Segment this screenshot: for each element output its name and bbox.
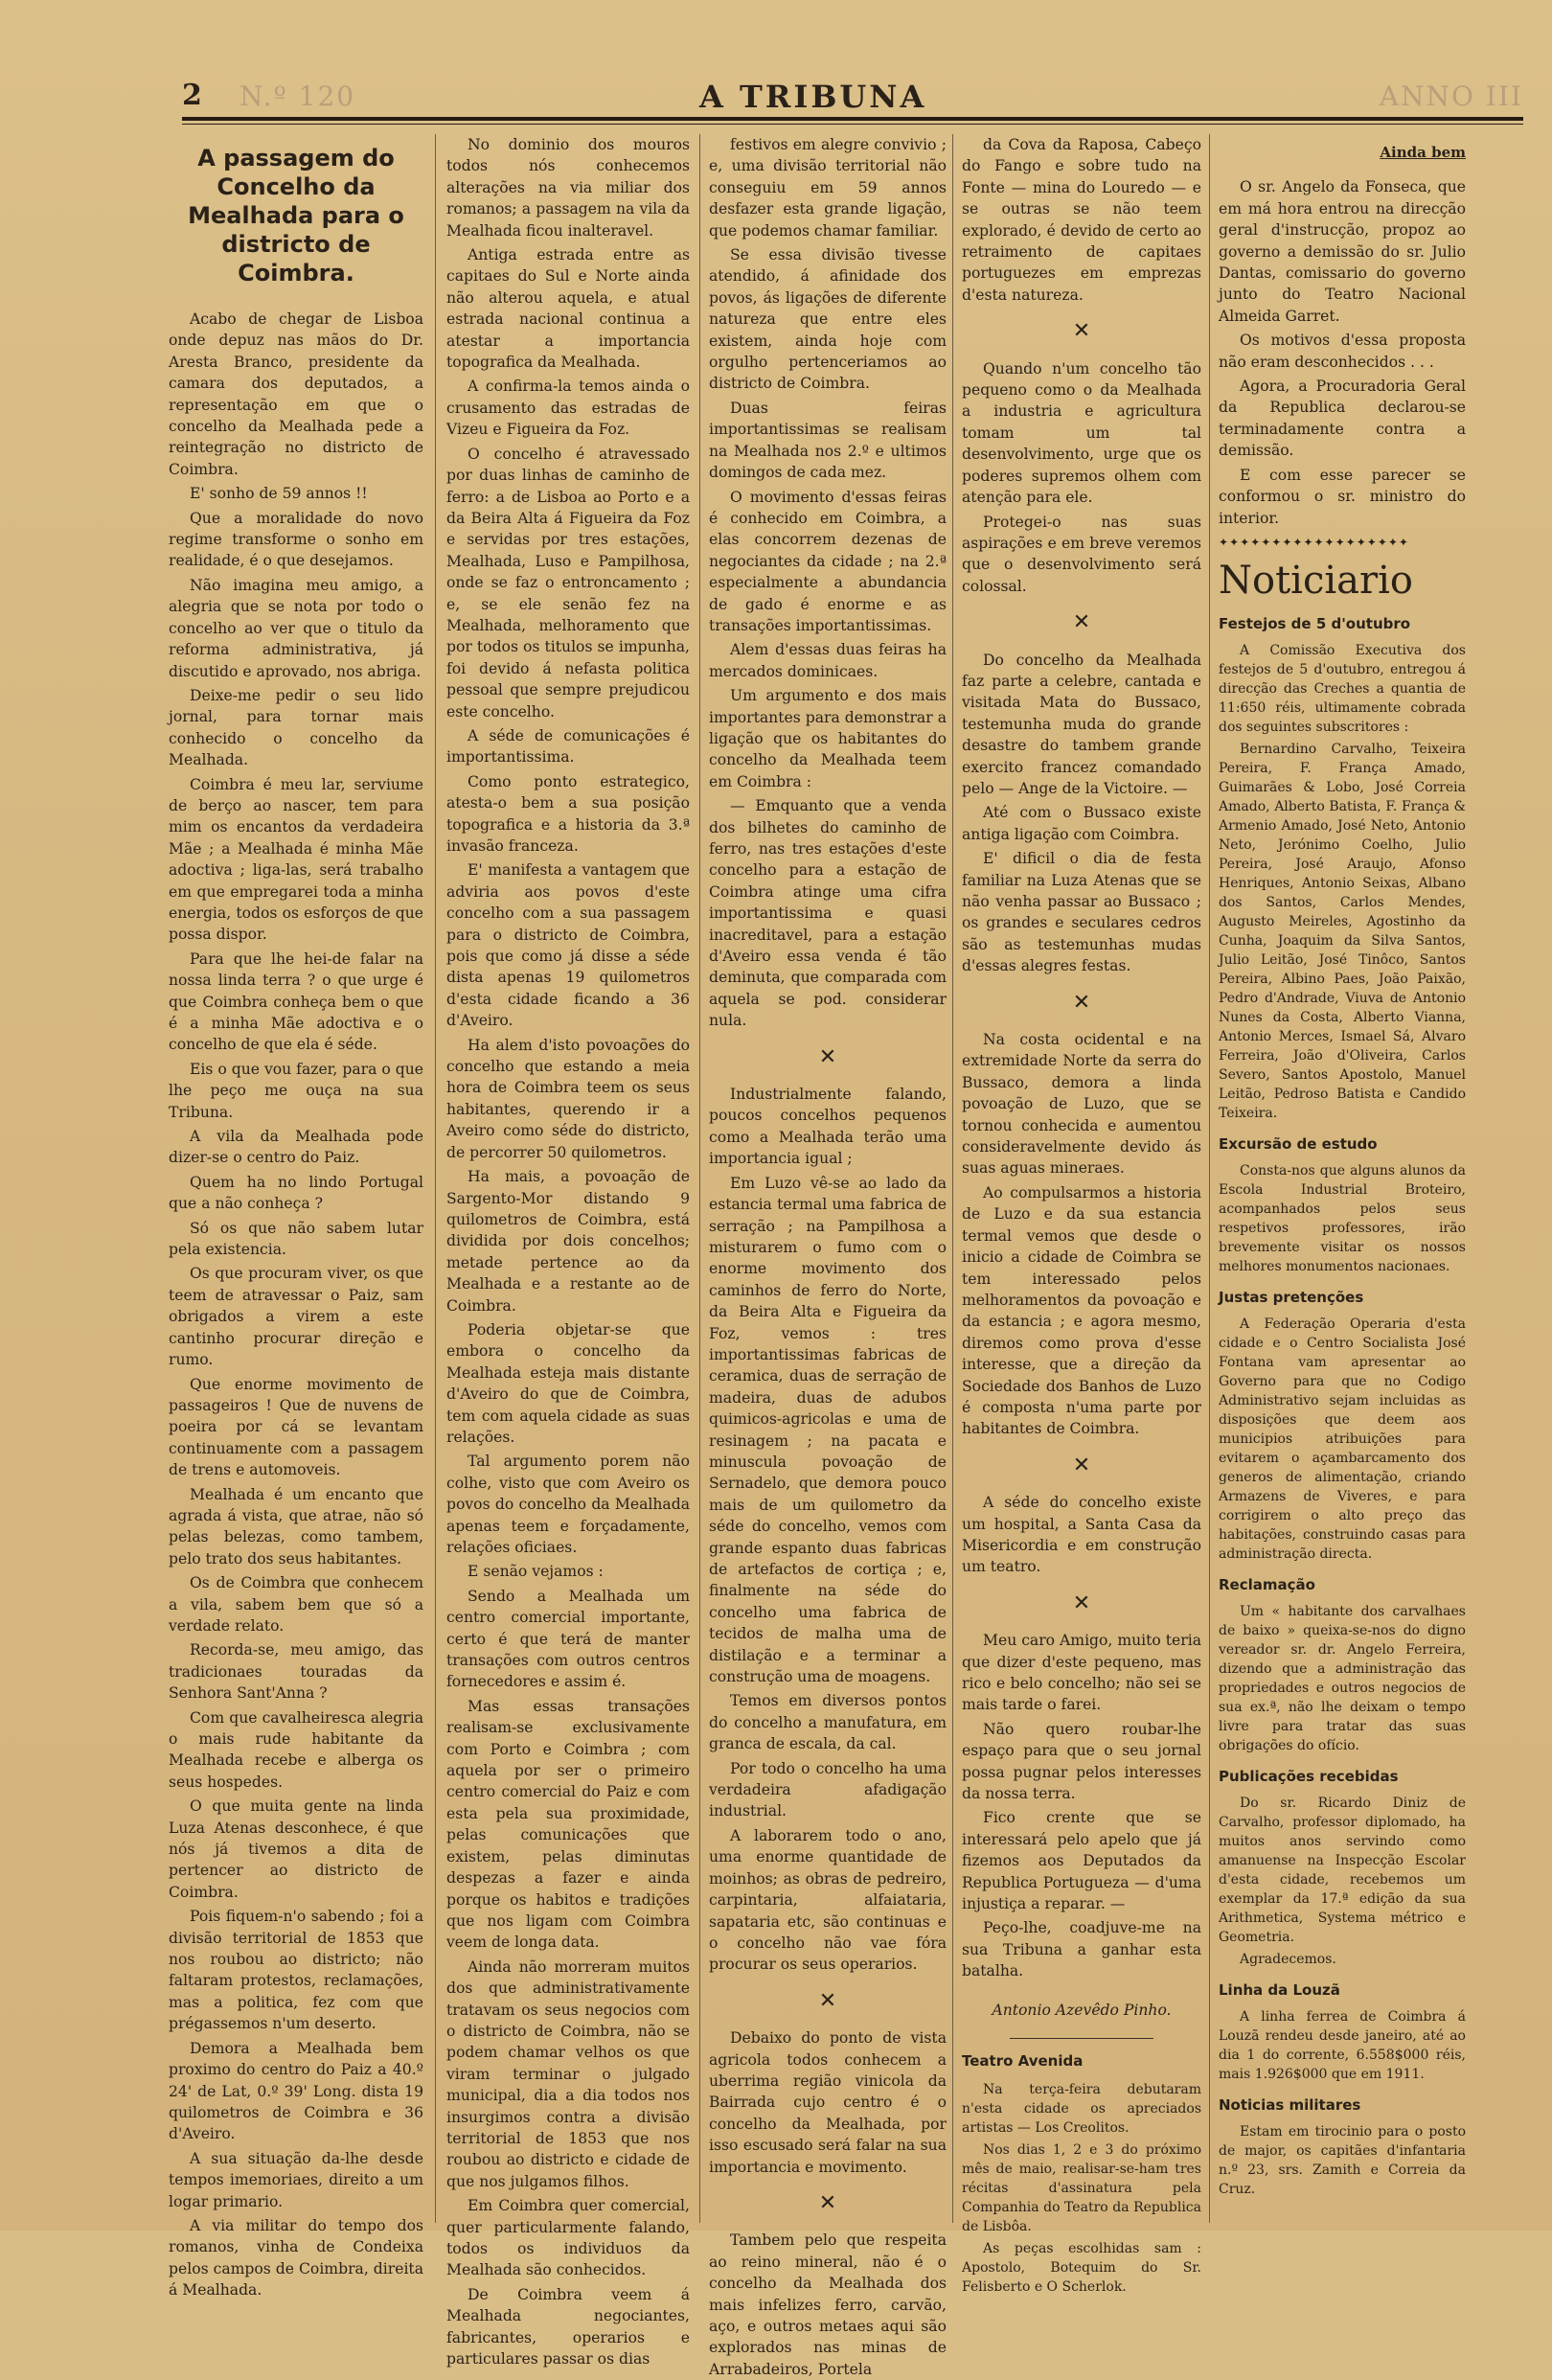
masthead-rule-thin — [182, 124, 1523, 125]
issue-number: N.º 120 — [240, 80, 356, 112]
paragraph: Que enorme movimento de passageiros ! Que de nuvens de poeira por cá se levantam continuamente com a passagem de trens e automoveis. — [169, 1375, 423, 1479]
column-divider — [435, 134, 436, 2223]
paragraph: A séde do concelho existe um hospital, a Santa Casa da Misericordia e em construção um teatro. — [962, 1494, 1201, 1576]
paragraph: Para que lhe hei-de falar na nossa linda terra ? o que urge é que Coimbra conheça bem o que é a minha Mãe adoctiva e o concelho de que ela é séde. — [169, 950, 423, 1054]
section-separator: ✕ — [1072, 1590, 1091, 1615]
paragraph: Mealhada é um encanto que agrada á vista, que atrae, não só pelas belezas, como tambem, pelo trato dos seus habitantes. — [169, 1485, 423, 1568]
page-number: 2 — [182, 79, 202, 112]
news-item-paragraph: Estam em tirocinio para o posto de major, os capitães d'infantaria n.º 23, srs. Zamith e Correia da Cruz. — [1219, 2124, 1466, 2198]
paragraph: Demora a Mealhada bem proximo do centro do Paiz a 40.º 24' de Lat, 0.º 39' Long. dista 19 quilometros de Coimbra e 36 d'Aveiro. — [169, 2039, 423, 2143]
paragraph: Industrialmente falando, poucos concelhos pequenos como a Mealhada terão uma importancia igual ; — [709, 1086, 947, 1168]
paragraph: Recorda-se, meu amigo, das tradicionaes touradas da Senhora Sant'Anna ? — [169, 1641, 423, 1703]
paragraph: De Coimbra veem á Mealhada negociantes, fabricantes, operarios e particulares passar os dias — [446, 2285, 690, 2369]
paragraph: Sendo a Mealhada um centro comercial importante, certo é que terá de manter transações com outros centros fornecedores e assim é. — [446, 1587, 690, 1691]
paragraph: da Cova da Raposa, Cabeço do Fango e sobre tudo na Fonte — mina do Louredo — e se outras se não teem explorado, é devido de certo ao retraimento de capitaes portuguezes em emprezas d'esta natureza. — [962, 136, 1201, 304]
section-separator: ✕ — [1072, 610, 1091, 635]
paragraph: Coimbra é meu lar, serviume de berço ao nascer, tem para mim os encantos da verdadeira Mãe ; a Mealhada é minha Mãe adoctiva ; liga-las, será trabalho em que empregarei toda a minha energia, todos os esforços de que possa dispor. — [169, 775, 423, 944]
column-divider — [699, 134, 700, 2223]
masthead — [182, 79, 1523, 113]
column-1 — [169, 134, 423, 2300]
paragraph: Como ponto estrategico, atesta-o bem a sua posição topografica e a historia da 3.ª invasão franceza. — [446, 772, 690, 855]
paragraph: festivos em alegre convivio ; e, uma divisão territorial não conseguiu em 59 annos desfazer esta grande ligação, que podemos chamar familiar. — [709, 136, 947, 240]
paragraph: Por todo o concelho ha uma verdadeira afadigação industrial. — [709, 1759, 947, 1820]
section-separator: ✕ — [818, 1044, 837, 1069]
paragraph: Eis o que vou fazer, para o que lhe peço me ouça na sua Tribuna. — [169, 1060, 423, 1121]
teatro-title: Teatro Avenida — [962, 2052, 1084, 2071]
section-separator: ✕ — [1072, 990, 1091, 1015]
column-divider — [952, 134, 953, 2223]
masthead-rule — [182, 117, 1523, 121]
paragraph: E' dificil o dia de festa familiar na Luza Atenas que se não venha passar ao Bussaco ; os grandes e seculares cedros são as testemunhas mudas d'essas alegres festas. — [962, 850, 1201, 975]
paragraph: A laborarem todo o ano, uma enorme quantidade de moinhos; as obras de pedreiro, carpintaria, alfaiataria, sapataria etc, são continuas e o concelho não vae fóra procurar os seus operarios. — [709, 1826, 947, 1974]
paragraph: Deixe-me pedir o seu lido jornal, para tornar mais conhecido o concelho da Mealhada. — [169, 686, 423, 769]
paragraph: Alem d'essas duas feiras ha mercados dominicaes. — [709, 641, 947, 680]
divider — [1010, 2038, 1153, 2039]
paragraph: Em Coimbra quer comercial, quer particularmente falando, todos os individuos da Mealhada são conhecidos. — [446, 2197, 690, 2279]
paragraph: Ao compulsarmos a historia de Luzo e da sua estancia termal vemos que desde o inicio a cidade de Coimbra se tem interessado pelos melhoramentos da povoação e da estancia ; e agora mesmo, diremos como prova d'esse interesse, que a direção da Sociedade dos Banhos de Luzo é composta n'uma parte por habitantes de Coimbra. — [962, 1183, 1201, 1438]
column-2 — [446, 134, 690, 2369]
kicker-label: Ainda bem — [1380, 144, 1466, 161]
paragraph: Não quero roubar-lhe espaço para que o seu jornal possa pugnar pelos interesses da nossa terra. — [962, 1720, 1201, 1803]
news-item-title: Justas pretenções — [1219, 1289, 1364, 1307]
paragraph: Ha mais, a povoação de Sargento-Mor distando 9 quilometros de Coimbra, está dividida por dois concelhos; metade pertence ao da Mealhada e a restante ao de Coimbra. — [446, 1168, 690, 1315]
paragraph: Temos em diversos pontos do concelho a manufatura, em granca de escala, da cal. — [709, 1692, 947, 1753]
paragraph: Não imagina meu amigo, a alegria que se nota por todo o concelho ao ver que o titulo da reforma administrativa, já discutido e aprovado, nos abriga. — [169, 576, 423, 680]
column-5 — [1219, 134, 1466, 2223]
paragraph: O movimento d'essas feiras é conhecido em Coimbra, a elas concorrem dezenas de negociantes da cidade ; na 2.ª especialmente a abundancia de gado é enorme e as transações importantissimas. — [709, 488, 947, 634]
news-item-paragraph: A linha ferrea de Coimbra á Louzã rendeu desde janeiro, até ao dia 1 do corrente, 6.558$000 réis, mais 1.926$000 que em 1911. — [1219, 2009, 1466, 2083]
paragraph: A séde de comunicações é importantissima. — [446, 726, 690, 767]
news-item-title: Excursão de estudo — [1219, 1135, 1378, 1154]
paragraph: O que muita gente na linda Luza Atenas desconhece, é que nós já tivemos a dita de pertencer ao districto de Coimbra. — [169, 1797, 423, 1901]
paragraph: Pois fiquem-n'o sabendo ; foi a divisão territorial de 1853 que nos roubou ao districto; não faltaram protestos, reclamações, mas a politica, fez com que prégassemos n'um deserto. — [169, 1908, 423, 2033]
paragraph: Os de Coimbra que conhecem a vila, sabem bem que só a verdade relato. — [169, 1574, 423, 1635]
news-item-title: Noticias militares — [1219, 2096, 1361, 2115]
section-separator: ✕ — [818, 2190, 837, 2215]
paragraph: E' sonho de 59 annos !! — [190, 485, 368, 503]
news-item-paragraph: Consta-nos que alguns alunos da Escola Industrial Broteiro, acompanhados pelos seus respetivos professores, irão brevemente visitar os nossos melhores monumentos nacionaes. — [1219, 1163, 1466, 1275]
paragraph: Nos dias 1, 2 e 3 do próximo mês de maio, realisar-se-ham tres récitas d'assinatura pela Companhia do Teatro da Republica de Lisbôa. — [962, 2141, 1201, 2234]
paragraph: A confirma-la temos ainda o crusamento das estradas de Vizeu e Figueira da Foz. — [446, 378, 690, 439]
paragraph: Até com o Bussaco existe antiga ligação com Coimbra. — [962, 804, 1201, 843]
paragraph: Antiga estrada entre as capitaes do Sul e Norte ainda não alterou aquela, e atual estrada nacional continua a atestar a importancia topografica da Mealhada. — [446, 246, 690, 372]
paragraph: Do concelho da Mealhada faz parte a celebre, cantada e visitada Mata do Bussaco, testemunha muda do grande desastre do tambem grande exercito francez comandado pelo — Ange de la Victoire. — — [962, 651, 1201, 797]
news-item-title: Linha da Louzã — [1219, 1981, 1340, 2000]
paragraph: Duas feiras importantissimas se realisam na Mealhada nos 2.º e ultimos domingos de cada mez. — [709, 399, 947, 482]
paragraph: Mas essas transações realisam-se exclusivamente com Porto e Coimbra ; com aquela por ser o primeiro centro comercial do Paiz e com esta pela sua proximidade, pelas comunicações que existem, pelas diminutas despezas a fazer e ainda porque os habitos e tradições que nos ligam com Coimbra veem de longa data. — [446, 1697, 690, 1952]
paragraph: Agora, a Procuradoria Geral da Republica declarou-se terminadamente contra a demissão. — [1219, 378, 1466, 460]
paragraph: Fico crente que se interessará pelo apelo que já fizemos aos Deputados da Republica Portugueza — d'uma injustiça a reparar. — — [962, 1809, 1201, 1913]
paragraph: Que a moralidade do novo regime transforme o sonho em realidade, é o que desejamos. — [169, 509, 423, 570]
news-item-title: Festejos de 5 d'outubro — [1219, 615, 1411, 633]
paragraph: Debaixo do ponto de vista agricola todos conhecem a uberrima região vinicola da Bairrada cujo centro é o concelho da Mealhada, por isso escusado será falar na sua importancia e movimento. — [709, 2029, 947, 2176]
paragraph: Na costa ocidental e na extremidade Norte da serra do Bussaco, demora a linda povoação de Luzo, que se tornou conhecida e aumentou consideravelmente devido ás suas aguas mineraes. — [962, 1031, 1201, 1178]
news-item-title: Reclamação — [1219, 1576, 1315, 1594]
paragraph: Só os que não sabem lutar pela existencia. — [169, 1219, 423, 1259]
paragraph: Protegei-o nas suas aspirações e em breve veremos que o desenvolvimento será colossal. — [962, 513, 1201, 595]
paragraph: Acabo de chegar de Lisboa onde depuz nas mãos do Dr. Aresta Branco, presidente da camara dos deputados, a representação em que o concelho da Mealhada pede a reintegração no districto de Coimbra. — [169, 310, 423, 478]
paragraph: Os que procuram viver, os que teem de atravessar o Paiz, sam obrigados a virem a este cantinho procurar direção e rumo. — [169, 1265, 423, 1369]
paragraph: Tambem pelo que respeita ao reino mineral, não é o concelho da Mealhada dos mais infelizes ferro, carvão, aço, e outros metaes aqui são explorados nas minas de Arrabadeiros, Portela — [709, 2231, 947, 2378]
news-item-title: Publicações recebidas — [1219, 1768, 1399, 1786]
column-4 — [962, 134, 1202, 2295]
paragraph: Tal argumento porem não colhe, visto que com Aveiro os povos do concelho da Mealhada apenas teem e forçadamente, relações oficiaes. — [446, 1453, 690, 1556]
news-item-paragraph: A Comissão Executiva dos festejos de 5 d'outubro, entregou á direcção das Creches a quantia de 11:650 réis, ultimamente cobrada dos seguintes subscritores : — [1219, 643, 1466, 736]
news-item-paragraph: Bernardino Carvalho, Teixeira Pereira, F. França Amado, Guimarães & Lobo, José Correia Amado, Alberto Batista, F. França & Armenio Amado, José Neto, Antonio Neto, Jerónimo Coelho, Julio Pereira, José Araujo, Afonso Henriques, Antonio Seixas, Albano dos Santos, Carlos Mendes, Augusto Meireles, Agostinho da Cunha, Joaquim da Silva Santos, Julio Leitão, José Tinôco, Santos Pereira, Albino Paes, João Paixão, Pedro d'Andrade, Viuva de Antonio Nunes da Costa, Alberto Vianna, Antonio Merces, Ismael Sá, Alvaro Ferreira, João d'Oliveira, Carlos Severo, Santos Apostolo, Manuel Leitão, Pedroso Batista e Candido Teixeira. — [1219, 742, 1466, 1122]
section-separator: ✕ — [1072, 319, 1091, 344]
paragraph: E com esse parecer se conformou o sr. ministro do interior. — [1219, 466, 1466, 527]
paragraph: A vila da Mealhada pode dizer-se o centro do Paiz. — [169, 1128, 423, 1167]
news-item-paragraph: A Federação Operaria d'esta cidade e o Centro Socialista José Fontana vam apresentar ao Governo para que no Codigo Administrativo sejam incluidas as disposições que deem aos municipios atribuições para evitarem o açambarcamento dos generos de alimentação, criando Armazens de Viveres, e para corrigirem o alto preço das habitações, construindo casas para administração directa. — [1219, 1316, 1466, 1563]
paragraph: Quem ha no lindo Portugal que a não conheça ? — [169, 1173, 423, 1213]
column-3 — [709, 134, 947, 2378]
paragraph: Um argumento e dos mais importantes para demonstrar a ligação que os habitantes do concelho da Mealhada teem em Coimbra : — [709, 687, 947, 790]
paragraph: Poderia objetar-se que embora o concelho da Mealhada esteja mais distante d'Aveiro do que de Coimbra, tem com aquela cidade as suas relações. — [446, 1320, 690, 1446]
paragraph: No dominio dos mouros todos nós conhecemos alterações na via miliar dos romanos; a passagem na vila da Mealhada ficou inalteravel. — [446, 136, 690, 240]
article-signature: Antonio Azevêdo Pinho. — [992, 2001, 1172, 2019]
newspaper-title: A TRIBUNA — [699, 79, 927, 115]
paragraph: A via militar do tempo dos romanos, vinha de Condeixa pelos campos de Coimbra, direita á Mealhada. — [169, 2216, 423, 2300]
paragraph: A sua situação da-lhe desde tempos imemoriaes, direito a um logar primario. — [169, 2149, 423, 2210]
paragraph: Na terça-feira debutaram n'esta cidade os apreciados artistas — Los Creolitos. — [962, 2081, 1201, 2136]
section-title: Noticiario — [1219, 559, 1413, 604]
paragraph: Peço-lhe, coadjuve-me na sua Tribuna a ganhar esta batalha. — [962, 1919, 1201, 1980]
news-item-paragraph: Do sr. Ricardo Diniz de Carvalho, professor diplomado, ha muitos anos servindo como amanuense na Inspecção Escolar d'esta cidade, recebemos um exemplar da 17.ª edição da sua Arithmetica, Systema métrico e Geometria. — [1219, 1796, 1466, 1946]
section-separator: ✕ — [818, 1988, 837, 2013]
paragraph: Em Luzo vê-se ao lado da estancia termal uma fabrica de serração ; na Pampilhosa a misturarem o fumo com o enorme movimento dos caminhos de ferro do Norte, da Beira Alta e Figueira da Foz, vemos : tres importantissimas fabricas de ceramica, duas de serração de madeira, duas de adubos quimicos-agricolas e uma de resinagem ; na pacata e minuscula povoação de Sernadelo, que demora pouco mais de um quilometro da séde do concelho, vemos com grande espanto duas fabricas de artefactos de cortiça ; e, finalmente na séde do concelho uma fabrica de tecidos de malha uma de distilação e a terminar a construção uma de moagens. — [709, 1174, 947, 1686]
paragraph: As peças escolhidas sam : Apostolo, Botequim do Sr. Felisberto e O Scherlok. — [962, 2240, 1201, 2295]
paragraph: Os motivos d'essa proposta não eram desconhecidos . . . — [1219, 332, 1466, 371]
paragraph: E' manifesta a vantagem que adviria aos povos d'este concelho com a sua passagem para o districto de Coimbra, pois que como já disse a séde dista apenas 19 quilometros d'esta cidade ficando a 36 d'Aveiro. — [446, 861, 690, 1030]
paragraph: Meu caro Amigo, muito teria que dizer d'este pequeno, mas rico e belo concelho; não sei se mais tarde o farei. — [962, 1632, 1202, 1714]
paragraph: Se essa divisão tivesse atendido, á afinidade dos povos, ás ligações de diferente natureza que entre eles existem, ainda hoje com orgulho pertenceriamos ao districto de Coimbra. — [709, 246, 947, 393]
paragraph: Quando n'um concelho tão pequeno como o da Mealhada a industria e agricultura tomam um tal desenvolvimento, urge que os poderes supremos olhem com atenção para ele. — [962, 359, 1201, 507]
section-separator: ✕ — [1072, 1453, 1091, 1477]
paragraph: E senão vejamos : — [468, 1563, 604, 1581]
column-divider — [1209, 134, 1210, 2223]
paragraph: Com que cavalheiresca alegria o mais rude habitante da Mealhada recebe e alberga os seus hospedes. — [169, 1708, 423, 1791]
paragraph: Ainda não morreram muitos dos que administrativamente tratavam os seus negocios com o districto de Coimbra, não se podem chamar velhos os que viram terminar o julgado municipal, dia a dia todos nos insurgimos contra a divisão territorial de 1853 que nos roubou ao districto e cidade de que nos julgamos filhos. — [446, 1957, 690, 2190]
paragraph: — Emquanto que a venda dos bilhetes do caminho de ferro, nas tres estações d'este concelho para a estação de Coimbra atinge uma cifra importantissima e quasi inacreditavel, para a estação d'Aveiro essa venda é tão deminuta, que comparada com aquela se pod. considerar nula. — [709, 797, 947, 1030]
paragraph: Ha alem d'isto povoações do concelho que estando a meia hora de Coimbra teem os seus habitantes, querendo ir a Aveiro como séde do districto, de percorrer 50 quilometros. — [446, 1036, 690, 1161]
paragraph: O sr. Angelo da Fonseca, que em má hora entrou na direcção geral d'instrucção, propoz ao governo a demissão do sr. Julio Dantas, comissario do governo junto do Teatro Nacional Almeida Garret. — [1219, 178, 1466, 325]
year-label: ANNO III — [1379, 80, 1523, 112]
paragraph: O concelho é atravessado por duas linhas de caminho de ferro: a de Lisboa ao Porto e a da Beira Alta á Figueira da Foz e servidas por tres estações, Mealhada, Luso e Pampilhosa, onde se faz o entroncamento ; e, se ele senão fez na Mealhada, melhoramento que por todos os titulos se impunha, foi devido á nefasta politica pessoal que sempre prejudicou este concelho. — [446, 445, 690, 721]
news-item-paragraph: Agradecemos. — [1240, 1952, 1336, 1968]
ornament-rule: ✦✦✦✦✦✦✦✦✦✦✦✦✦✦✦✦✦✦ — [1219, 535, 1409, 549]
article-headline: A passagem do Concelho da Mealhada para o districto de Coimbra. — [188, 145, 404, 286]
news-item-paragraph: Um « habitante dos carvalhaes de baixo » queixa-se-nos do digno vereador sr. dr. Angelo Ferreira, dizendo que a administração das propriedades e outros negocios de sua ex.ª, não lhe deixam o tempo livre para tratar das suas obrigações do ofício. — [1219, 1604, 1466, 1754]
